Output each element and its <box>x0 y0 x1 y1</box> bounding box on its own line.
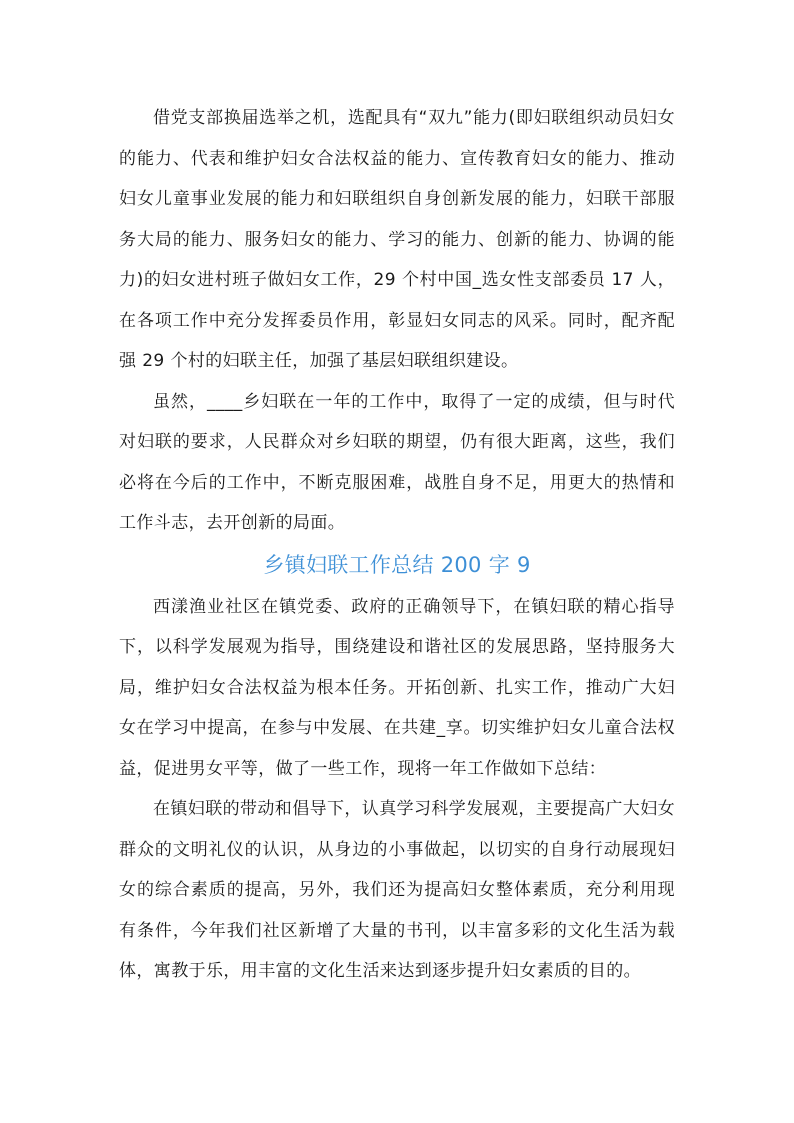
body-paragraph: 借党支部换届选举之机，选配具有“双九”能力(即妇联组织动员妇女的能力、代表和维护妇女合法权益的能力、宣传教育妇女的能力、推动妇女儿童事业发展的能力和妇联组织自身创新发展的能力，妇联干部服务大局的能力、服务妇女的能力、学习的能力、创新的能力、协调的能力)的妇女进村班子做妇女工作，29 个村中国_选女性支部委员 17 人，在各项工作中充分发挥委员作用，彰显妇女同志的风采。同时，配齐配强 29 个村的妇联主任，加强了基层妇联组织建设。 <box>119 108 675 371</box>
body-paragraph: 虽然，____乡妇联在一年的工作中，取得了一定的成绩，但与时代对妇联的要求，人民群众对乡妇联的期望，仍有很大距离，这些，我们必将在今后的工作中，不断克服困难，战胜自身不足，用更大的热情和工作斗志，去开创新的局面。 <box>119 391 675 533</box>
body-paragraph: 在镇妇联的带动和倡导下，认真学习科学发展观，主要提高广大妇女群众的文明礼仪的认识，从身边的小事做起，以切实的自身行动展现妇女的综合素质的提高，另外，我们还为提高妇女整体素质，充分利用现有条件，今年我们社区新增了大量的书刊，以丰富多彩的文化生活为载体，寓教于乐，用丰富的文化生活来达到逐步提升妇女素质的目的。 <box>119 799 675 981</box>
document-page <box>119 98 675 992</box>
body-paragraph: 西漾渔业社区在镇党委、政府的正确领导下，在镇妇联的精心指导下，以科学发展观为指导，围绕建设和谐社区的发展思路，坚持服务大局，维护妇女合法权益为根本任务。开拓创新、扎实工作，推动广大妇女在学习中提高，在参与中发展、在共建_享。切实维护妇女儿童合法权益，促进男女平等，做了一些工作，现将一年工作做如下总结： <box>119 596 675 779</box>
section-heading: 乡镇妇联工作总结 200 字 9 <box>263 552 531 577</box>
